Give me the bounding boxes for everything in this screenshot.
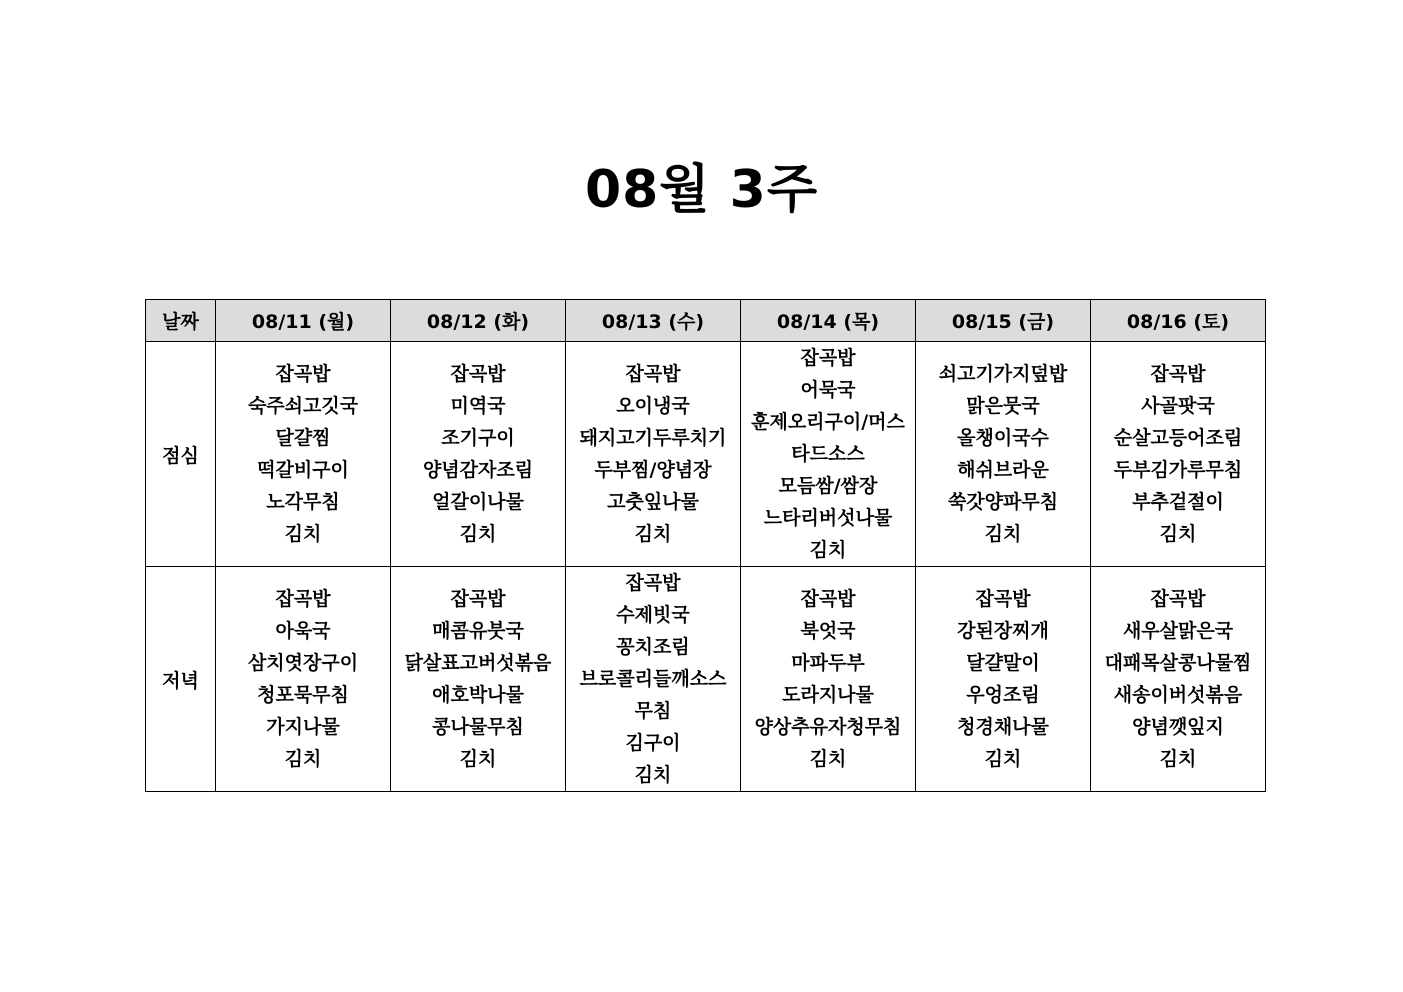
menu-item: 올챙이국수 [957,427,1049,449]
menu-item: 잡곡밥 [450,588,506,610]
menu-item: 순살고등어조림 [1113,427,1243,449]
menu-item: 김치 [634,764,672,786]
menu-item: 김구이 [625,732,681,754]
dinner-cell-fri [916,567,1091,792]
menu-item: 김치 [1159,523,1197,545]
menu-item: 브로콜리들깨소스 [579,668,727,690]
menu-item: 마파두부 [791,652,865,674]
menu-item: 꽁치조림 [616,636,690,658]
menu-item: 떡갈비구이 [257,459,349,481]
day-header-tue: 08/12 (화) [391,300,566,342]
date-header-label: 날짜 [146,300,216,342]
day-header-wed: 08/13 (수) [566,300,741,342]
menu-item: 돼지고기두루치기 [579,427,727,449]
menu-item: 아욱국 [275,620,331,642]
menu-item: 청경채나물 [957,716,1049,738]
menu-item: 쑥갓양파무침 [947,491,1059,513]
menu-item: 두부찜/양념장 [594,459,712,481]
dish-list [916,583,1090,775]
header-row [146,300,1266,342]
lunch-cell-thu [741,342,916,567]
menu-item: 닭살표고버섯볶음 [404,652,552,674]
menu-item: 잡곡밥 [800,347,856,369]
menu-item: 콩나물무침 [432,716,524,738]
dish-list [1091,358,1265,550]
day-header-thu: 08/14 (목) [741,300,916,342]
menu-item: 김치 [1159,748,1197,770]
menu-item: 김치 [634,523,672,545]
menu-item: 김치 [459,748,497,770]
menu-item: 잡곡밥 [975,588,1031,610]
lunch-cell-fri [916,342,1091,567]
menu-item: 양상추유자청무침 [754,716,902,738]
menu-item: 청포묵무침 [257,684,349,706]
menu-item: 양념깻잎지 [1132,716,1224,738]
dish-list [216,583,390,775]
menu-item: 사골팟국 [1141,395,1215,417]
lunch-cell-sat [1091,342,1266,567]
lunch-cell-wed [566,342,741,567]
menu-item: 애호박나물 [432,684,524,706]
menu-item: 김치 [284,523,322,545]
menu-item: 잡곡밥 [1150,363,1206,385]
menu-item: 훈제오리구이/머스 [751,411,905,433]
weekly-menu-table [145,299,1266,792]
menu-item: 잡곡밥 [450,363,506,385]
dinner-cell-wed [566,567,741,792]
menu-item: 김치 [984,523,1022,545]
menu-item: 삼치엿장구이 [247,652,359,674]
dinner-row [146,567,1266,792]
menu-item: 달걀찜 [275,427,331,449]
menu-item: 달걀말이 [966,652,1040,674]
dish-list [216,358,390,550]
menu-item: 김치 [809,539,847,561]
menu-item: 잡곡밥 [1150,588,1206,610]
dinner-cell-sat [1091,567,1266,792]
menu-item: 양념감자조림 [422,459,534,481]
dish-list [391,583,565,775]
dish-list [1091,583,1265,775]
dish-list [566,358,740,550]
menu-item: 잡곡밥 [275,363,331,385]
menu-item: 잡곡밥 [800,588,856,610]
dish-list [741,583,915,775]
menu-item: 무침 [634,700,672,722]
menu-item: 고춧잎나물 [607,491,699,513]
menu-item: 타드소스 [791,443,865,465]
lunch-cell-tue [391,342,566,567]
menu-item: 수제빗국 [616,604,690,626]
menu-item: 김치 [284,748,322,770]
menu-item: 새우살맑은국 [1122,620,1234,642]
lunch-label: 점심 [146,342,216,567]
dinner-cell-thu [741,567,916,792]
menu-item: 김치 [984,748,1022,770]
dish-list [741,342,915,566]
menu-item: 대패목살콩나물찜 [1104,652,1252,674]
menu-item: 맑은뭇국 [966,395,1040,417]
menu-item: 매콤유붓국 [432,620,524,642]
menu-item: 어묵국 [800,379,856,401]
menu-item: 김치 [809,748,847,770]
menu-item: 쇠고기가지덮밥 [938,363,1068,385]
day-header-fri: 08/15 (금) [916,300,1091,342]
menu-item: 잡곡밥 [275,588,331,610]
menu-item: 조기구이 [441,427,515,449]
menu-item: 새송이버섯볶음 [1113,684,1243,706]
dinner-label: 저녁 [146,567,216,792]
menu-item: 미역국 [450,395,506,417]
menu-item: 잡곡밥 [625,363,681,385]
menu-item: 모듬쌈/쌈장 [778,475,878,497]
menu-item: 도라지나물 [782,684,874,706]
lunch-cell-mon [216,342,391,567]
menu-item: 우엉조림 [966,684,1040,706]
menu-item: 김치 [459,523,497,545]
dinner-cell-tue [391,567,566,792]
menu-item: 오이냉국 [616,395,690,417]
day-header-mon: 08/11 (월) [216,300,391,342]
day-header-sat: 08/16 (토) [1091,300,1266,342]
dish-list [391,358,565,550]
menu-item: 두부김가루무침 [1113,459,1243,481]
page-title: 08월 3주 [584,160,819,220]
menu-item: 해쉬브라운 [957,459,1049,481]
menu-item: 노각무침 [266,491,340,513]
menu-item: 가지나물 [266,716,340,738]
lunch-row [146,342,1266,567]
menu-item: 느타리버섯나물 [763,507,893,529]
dish-list [566,567,740,791]
menu-item: 부추겉절이 [1132,491,1224,513]
menu-item: 강된장찌개 [957,620,1049,642]
dish-list [916,358,1090,550]
dinner-cell-mon [216,567,391,792]
menu-item: 숙주쇠고깃국 [247,395,359,417]
menu-item: 북엇국 [800,620,856,642]
menu-item: 잡곡밥 [625,572,681,594]
menu-item: 얼갈이나물 [432,491,524,513]
